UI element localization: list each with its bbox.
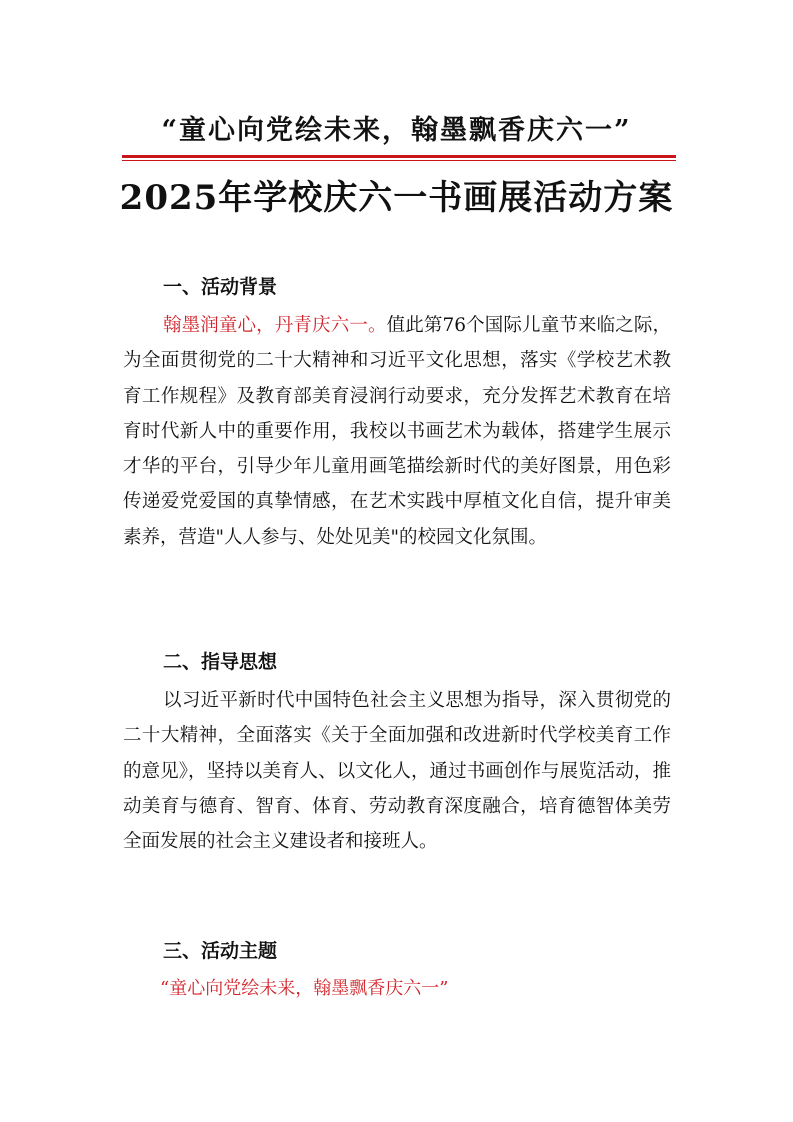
section-heading-guiding-ideology: 二、指导思想 xyxy=(163,651,278,673)
section-paragraph-guiding-ideology: 以习近平新时代中国特色社会主义思想为指导，深入贯彻党的二十大精神，全面落实《关于全面加强和改进新时代学校美育工作的意见》，坚持以美育人、以文化人，通过书画创作与展览活动，推动美育与德育、智育、体育、劳动教育深度融合，培育德智体美劳全面发展的社会主义建设者和接班人。 xyxy=(123,690,671,853)
section-heading-background: 一、活动背景 xyxy=(163,276,278,298)
section-heading-theme: 三、活动主题 xyxy=(163,940,278,962)
activity-theme-text: “童心向党绘未来，翰墨飘香庆六一” xyxy=(160,978,449,999)
background-body-text: 值此第76个国际儿童节来临之际，为全面贯彻党的二十大精神和习近平文化思想，落实《学校艺术教育工作规程》及教育部美育浸润行动要求，充分发挥艺术教育在培育时代新人中的重要作用，我校以书画艺术为载体，搭建学生展示才华的平台，引导少年儿童用画笔描绘新时代的美好图景，用色彩传递爱党爱国的真挚情感，在艺术实践中厚植文化自信，提升审美素养，营造"人人参与、处处见美"的校园文化氛围。 xyxy=(123,315,671,548)
document-subtitle: “童心向党绘未来，翰墨飘香庆六一” xyxy=(161,115,632,146)
background-lead-phrase: 翰墨润童心，丹青庆六一。 xyxy=(163,315,387,336)
document-title: 2025年学校庆六一书画展活动方案 xyxy=(119,178,674,218)
title-divider-thin xyxy=(122,160,676,161)
title-divider-thick xyxy=(122,155,676,158)
section-paragraph-background xyxy=(123,308,671,555)
